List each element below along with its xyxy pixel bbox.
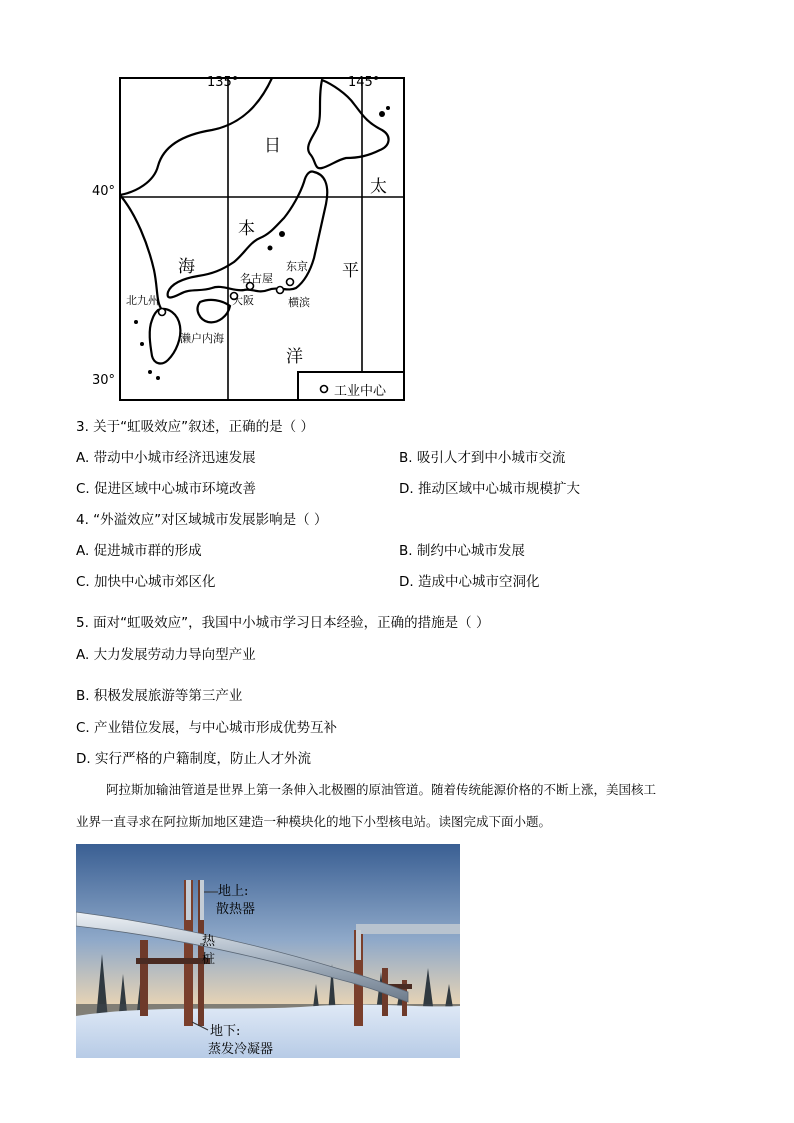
question-4-option-d: D. 造成中心城市空洞化 <box>399 574 540 590</box>
sea-char-ben: 本 <box>238 219 255 239</box>
question-3-option-a: A. 带动中小城市经济迅速发展 <box>76 450 256 466</box>
lon-label-135: 135° <box>207 75 239 90</box>
question-3-stem: 3. 关于“虹吸效应”叙述，正确的是（ ） <box>76 419 314 435</box>
question-5-option-a: A. 大力发展劳动力导向型产业 <box>76 647 256 663</box>
label-underground: 地下: <box>210 1024 241 1039</box>
city-marker-yokohama <box>277 287 284 294</box>
city-marker-tokyo <box>287 279 294 286</box>
question-5-option-b: B. 积极发展旅游等第三产业 <box>76 688 243 704</box>
question-4-option-b: B. 制约中心城市发展 <box>399 543 525 559</box>
question-5-option-d: D. 实行严格的户籍制度，防止人才外流 <box>76 751 311 767</box>
question-4-stem: 4. “外溢效应”对区域城市发展影响是（ ） <box>76 512 328 528</box>
question-5-option-c: C. 产业错位发展，与中心城市形成优势互补 <box>76 720 338 736</box>
label-heat-pile-2: 桩 <box>202 952 216 967</box>
label-heat-pile-1: 热 <box>202 934 216 949</box>
question-3-option-b: B. 吸引人才到中小城市交流 <box>399 450 566 466</box>
ocean-char-yang: 洋 <box>286 347 303 367</box>
label-evaporative-condenser: 蒸发冷凝器 <box>208 1042 274 1057</box>
question-5-stem: 5. 面对“虹吸效应”，我国中小城市学习日本经验，正确的措施是（ ） <box>76 615 490 631</box>
label-above-ground: 地上: <box>218 884 249 899</box>
legend-label: 工业中心 <box>334 384 387 399</box>
question-4-option-c: C. 加快中心城市郊区化 <box>76 574 216 590</box>
lon-label-145: 145° <box>348 75 380 90</box>
pipeline-photo <box>76 844 460 1058</box>
lat-label-30: 30° <box>92 373 116 388</box>
ocean-char-ping: 平 <box>342 261 359 281</box>
city-label-nagoya: 名古屋 <box>240 272 273 285</box>
city-marker-kitakyushu <box>159 309 166 316</box>
legend-marker <box>321 386 328 393</box>
sea-char-ri: 日 <box>264 136 281 156</box>
japan-map <box>92 74 412 404</box>
city-label-tokyo: 东京 <box>286 260 308 273</box>
lat-label-40: 40° <box>92 184 116 199</box>
label-radiator: 散热器 <box>216 902 256 917</box>
passage-line-2: 业界一直寻求在阿拉斯加地区建造一种模块化的地下小型核电站。读图完成下面小题。 <box>76 814 552 829</box>
ocean-char-tai: 太 <box>370 177 387 197</box>
question-3-option-d: D. 推动区域中心城市规模扩大 <box>399 481 580 497</box>
question-3-option-c: C. 促进区域中心城市环境改善 <box>76 481 257 497</box>
strait-label: 濑户内海 <box>180 332 224 345</box>
city-label-osaka: 大阪 <box>232 294 254 307</box>
question-4-option-a: A. 促进城市群的形成 <box>76 543 202 559</box>
city-label-kitakyushu: 北九州 <box>126 294 159 307</box>
city-label-yokohama: 横滨 <box>288 296 310 309</box>
passage-line-1: 阿拉斯加输油管道是世界上第一条伸入北极圈的原油管道。随着传统能源价格的不断上涨，美国核工 <box>106 782 657 797</box>
sea-char-hai: 海 <box>178 257 195 277</box>
